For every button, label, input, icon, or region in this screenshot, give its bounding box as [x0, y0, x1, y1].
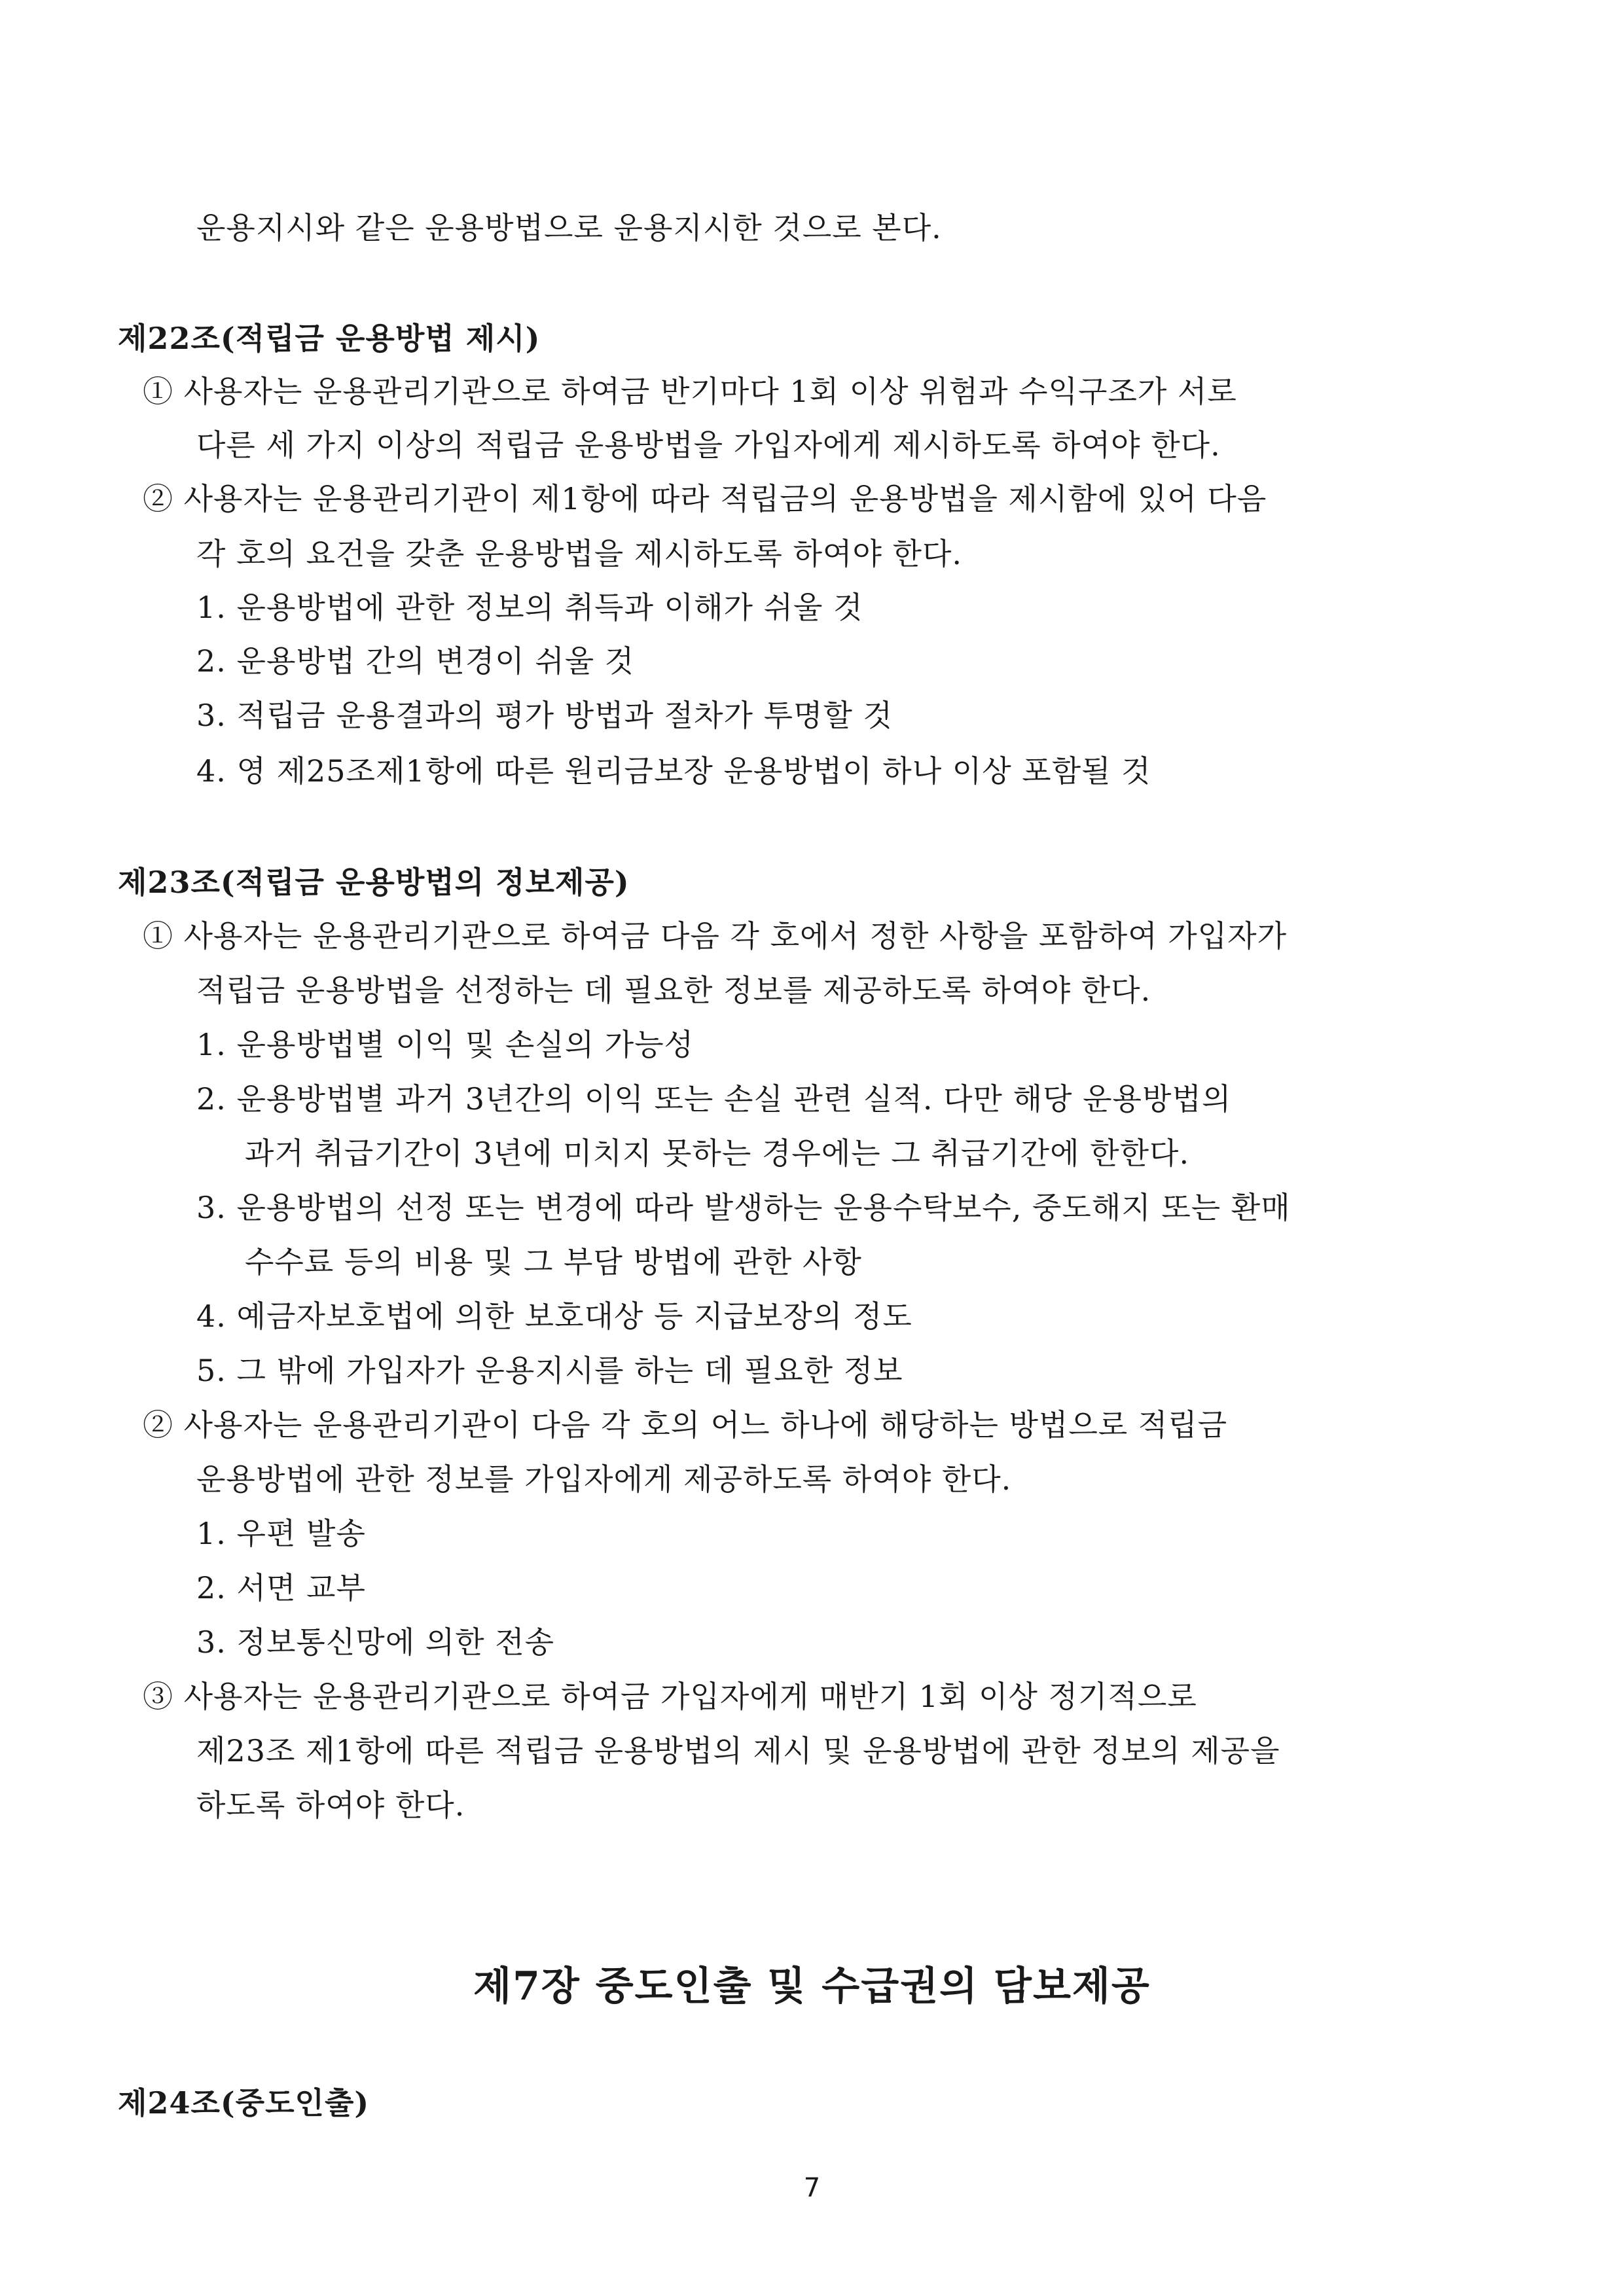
article-22-item-1: 1. 운용방법에 관한 정보의 취득과 이해가 쉬울 것 — [196, 590, 863, 625]
article-23-item-4: 4. 예금자보호법에 의한 보호대상 등 지급보장의 정도 — [196, 1299, 912, 1334]
article-22-para-1-line-2: 다른 세 가지 이상의 적립금 운용방법을 가입자에게 제시하도록 하여야 한다. — [196, 427, 1221, 463]
article-23-para-3-line-2: 제23조 제1항에 따른 적립금 운용방법의 제시 및 운용방법에 관한 정보의 제공을 — [196, 1733, 1280, 1768]
article-22-item-2: 2. 운용방법 간의 변경이 쉬울 것 — [196, 643, 635, 679]
article-23-item-2-cont: 과거 취급기간이 3년에 미치지 못하는 경우에는 그 취급기간에 한한다. — [245, 1136, 1190, 1171]
chapter-7-heading: 제7장 중도인출 및 수급권의 담보제공 — [473, 1964, 1151, 2009]
article-23-para-2-line-1: ② 사용자는 운용관리기관이 다음 각 호의 어느 하나에 해당하는 방법으로 적립금 — [143, 1407, 1228, 1443]
article-23-para-2-line-2: 운용방법에 관한 정보를 가입자에게 제공하도록 하여야 한다. — [196, 1462, 1012, 1497]
article-22-para-2-line-2: 각 호의 요건을 갖춘 운용방법을 제시하도록 하여야 한다. — [196, 536, 963, 571]
article-24-title: 제24조(중도인출) — [118, 2085, 370, 2121]
article-22-item-3: 3. 적립금 운용결과의 평가 방법과 절차가 투명할 것 — [196, 698, 893, 733]
article-22-para-1-line-1: ① 사용자는 운용관리기관으로 하여금 반기마다 1회 이상 위험과 수익구조가 서로 — [143, 374, 1237, 409]
article-23-para-1-line-1: ① 사용자는 운용관리기관으로 하여금 다음 각 호에서 정한 사항을 포함하여 가입자가 — [143, 918, 1288, 954]
article-22-item-4: 4. 영 제25조제1항에 따른 원리금보장 운용방법이 하나 이상 포함될 것 — [196, 753, 1151, 789]
article-23-para-1-line-2: 적립금 운용방법을 선정하는 데 필요한 정보를 제공하도록 하여야 한다. — [196, 973, 1151, 1008]
article-23-para-3-line-3: 하도록 하여야 한다. — [196, 1787, 465, 1823]
article-23-method-1: 1. 우편 발송 — [196, 1516, 366, 1551]
article-23-method-3: 3. 정보통신망에 의한 전송 — [196, 1624, 555, 1660]
article-23-item-3-cont: 수수료 등의 비용 및 그 부담 방법에 관한 사항 — [245, 1244, 862, 1280]
article-22-title: 제22조(적립금 운용방법 제시) — [118, 321, 541, 356]
article-23-item-5: 5. 그 밖에 가입자가 운용지시를 하는 데 필요한 정보 — [196, 1353, 903, 1388]
page-number: 7 — [803, 2173, 821, 2203]
article-23-title: 제23조(적립금 운용방법의 정보제공) — [118, 865, 630, 900]
article-23-item-1: 1. 운용방법별 이익 및 손실의 가능성 — [196, 1027, 695, 1062]
article-22-para-2-line-1: ② 사용자는 운용관리기관이 제1항에 따라 적립금의 운용방법을 제시함에 있어 다음 — [143, 481, 1267, 516]
article-23-para-3-line-1: ③ 사용자는 운용관리기관으로 하여금 가입자에게 매반기 1회 이상 정기적으로 — [143, 1679, 1197, 1714]
article-23-method-2: 2. 서면 교부 — [196, 1570, 366, 1605]
article-23-item-2: 2. 운용방법별 과거 3년간의 이익 또는 손실 관련 실적. 다만 해당 운용방법의 — [196, 1081, 1232, 1117]
intro-line: 운용지시와 같은 운용방법으로 운용지시한 것으로 본다. — [196, 210, 942, 245]
article-23-item-3: 3. 운용방법의 선정 또는 변경에 따라 발생하는 운용수탁보수, 중도해지 또는 환매 — [196, 1190, 1291, 1225]
